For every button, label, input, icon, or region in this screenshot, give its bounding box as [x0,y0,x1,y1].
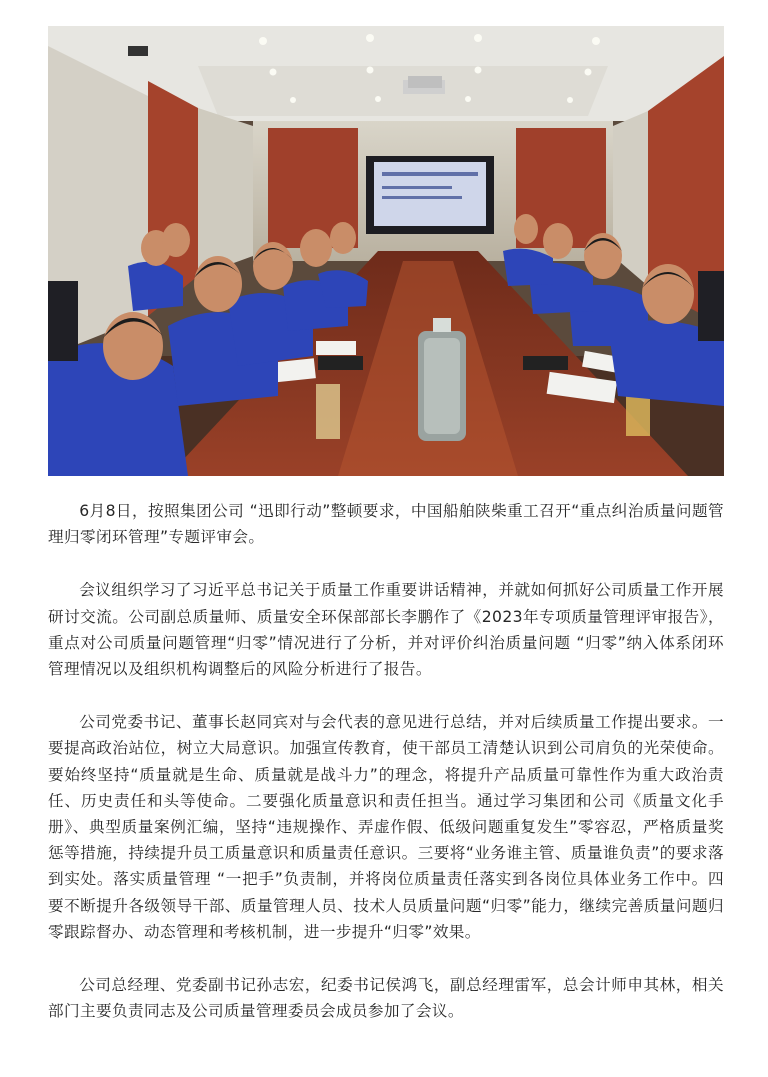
article-paragraph-4: 公司总经理、党委副书记孙志宏，纪委书记侯鸿飞，副总经理雷军，总会计师申其林，相关部门主要负责同志及公司质量管理委员会成员参加了会议。 [48,976,724,1021]
meeting-room-photo-icon [48,26,724,476]
article-body [48,498,724,1051]
article-paragraph-2: 会议组织学习了习近平总书记关于质量工作重要讲话精神，并就如何抓好公司质量工作开展研讨交流。公司副总质量师、质量安全环保部部长李鹏作了《2023年专项质量管理评审报告》，重点对公司质量问题管理“归零”情况进行了分析，并对评价纠治质量问题 “归零”纳入体系闭环管理情况以及组织机构调整后的风险分析进行了报告。 [48,581,724,679]
meeting-photo [48,26,724,476]
article-paragraph-1: 6月8日，按照集团公司 “迅即行动”整顿要求，中国船舶陕柴重工召开“重点纠治质量问题管理归零闭环管理”专题评审会。 [48,502,724,547]
article-paragraph-3: 公司党委书记、董事长赵同宾对与会代表的意见进行总结，并对后续质量工作提出要求。一要提高政治站位，树立大局意识。加强宣传教育，使干部员工清楚认识到公司肩负的光荣使命。要始终坚持“质量就是生命、质量就是战斗力”的理念，将提升产品质量可靠性作为重大政治责任、历史责任和头等使命。二要强化质量意识和责任担当。通过学习集团和公司《质量文化手册》、典型质量案例汇编，坚持“违规操作、弄虚作假、低级问题重复发生”零容忍，严格质量奖惩等措施，持续提升员工质量意识和质量责任意识。三要将“业务谁主管、质量谁负责”的要求落到实处。落实质量管理 “一把手”负责制，并将岗位质量责任落实到各岗位具体业务工作中。四要不断提升各级领导干部、质量管理人员、技术人员质量问题“归零”能力，继续完善质量问题归零跟踪督办、动态管理和考核机制，进一步提升“归零”效果。 [48,713,724,941]
